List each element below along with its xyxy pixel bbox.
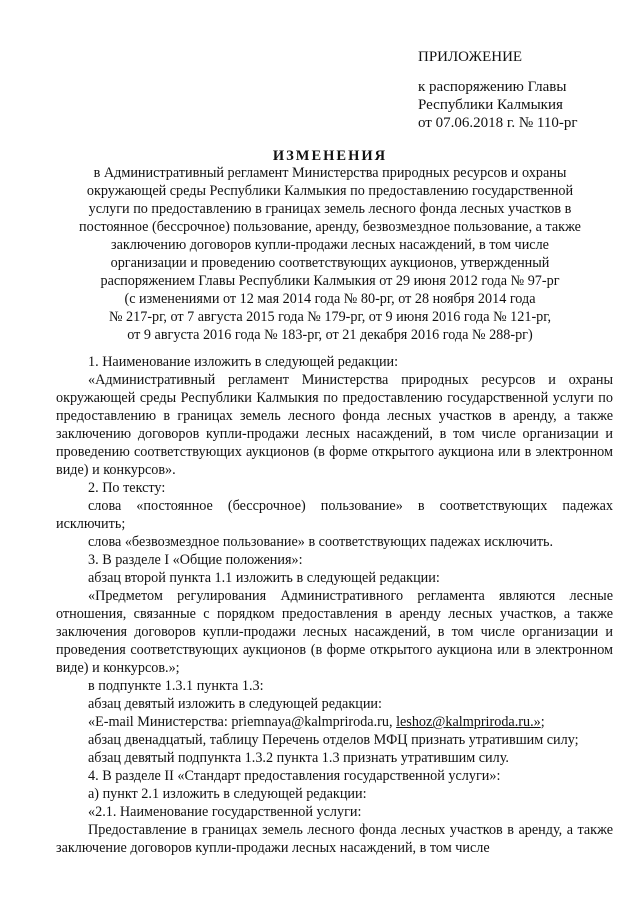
paragraph: 2. По тексту: (88, 480, 166, 496)
appendix-line-1: к распоряжению Главы (418, 79, 567, 95)
subtitle-line: от 9 августа 2016 года № 183-рг, от 21 декабря 2016 года № 288-рг) (127, 327, 533, 343)
paragraph: «Предметом регулирования Административного регламента являются лесные отношения, связанные с порядком предоставления в аренду лесных участков, а также заключения договоров купли-продажи лесных насаждений, в том числе организации и проведения соответствующих аукционов (в форме открытого аукциона или в электронном виде) и конкурсов.»; (56, 588, 613, 676)
subtitle-line: постоянное (бессрочное) пользование, аренду, безвозмездное пользование, а также (79, 219, 581, 235)
paragraph: 3. В разделе I «Общие положения»: (88, 552, 303, 568)
document-body (56, 353, 613, 857)
paragraph: а) пункт 2.1 изложить в следующей редакции: (88, 786, 367, 802)
subtitle-line: распоряжением Главы Республики Калмыкия от 29 июня 2012 года № 97-рг (100, 273, 560, 289)
subtitle-line: № 217-рг, от 7 августа 2015 года № 179-рг, от 9 июня 2016 года № 121-рг, (108, 309, 552, 325)
document-subtitle (58, 164, 602, 344)
subtitle-line: окружающей среды Республики Калмыкия по предоставлению государственной (86, 183, 574, 199)
paragraph: 4. В разделе II «Стандарт предоставления государственной услуги»: (88, 768, 501, 784)
subtitle-line: заключению договоров купли-продажи лесных насаждений, в том числе (111, 237, 549, 253)
appendix-line-2: Республики Калмыкия (418, 97, 563, 113)
paragraph: «Административный регламент Министерства природных ресурсов и охраны окружающей среды Республики Калмыкия по предоставлению государственной услуги по предоставлению в границах земель лесного фонда лесных участков в аренду, а также заключению договоров купли-продажи лесных насаждений, в том числе организации и проведению соответствующих аукционов (в форме открытого аукциона или в электронном виде) и конкурсов». (56, 372, 613, 478)
subtitle-line: организации и проведению соответствующих аукционов, утвержденный (110, 255, 550, 271)
paragraph: в подпункте 1.3.1 пункта 1.3: (88, 678, 264, 694)
appendix-heading: ПРИЛОЖЕНИЕ (418, 49, 523, 65)
paragraph: слова «безвозмездное пользование» в соответствующих падежах исключить. (88, 534, 554, 550)
email-prefix: «E-mail Министерства: priemnaya@kalmpriroda.ru, (88, 714, 397, 730)
paragraph: Предоставление в границах земель лесного фонда лесных участков в аренду, а также заключение договоров купли-продажи лесных насаждений, в том числе (56, 822, 613, 856)
appendix-block (418, 48, 577, 132)
document-title: ИЗМЕНЕНИЯ (272, 148, 388, 164)
subtitle-line: услуги по предоставлению в границах земель лесного фонда лесных участков в (88, 201, 572, 217)
paragraph: абзац двенадцатый, таблицу Перечень отделов МФЦ признать утратившим силу; (88, 732, 579, 748)
paragraph: абзац девятый изложить в следующей редакции: (88, 696, 382, 712)
appendix-line-3: от 07.06.2018 г. № 110-рг (418, 115, 578, 131)
email-paragraph (56, 713, 613, 731)
paragraph: слова «постоянное (бессрочное) пользование» в соответствующих падежах исключить; (56, 498, 613, 532)
email-suffix: ; (540, 714, 545, 730)
paragraph: 1. Наименование изложить в следующей редакции: (88, 354, 399, 370)
paragraph: «2.1. Наименование государственной услуги: (88, 804, 362, 820)
paragraph: абзац второй пункта 1.1 изложить в следующей редакции: (88, 570, 440, 586)
subtitle-line: в Административный регламент Министерства природных ресурсов и охраны (93, 165, 567, 181)
paragraph: абзац девятый подпункта 1.3.2 пункта 1.3 признать утратившим силу. (88, 750, 509, 766)
email-link[interactable]: leshoz@kalmpriroda.ru.» (396, 714, 541, 730)
subtitle-line: (с изменениями от 12 мая 2014 года № 80-рг, от 28 ноября 2014 года (124, 291, 536, 307)
